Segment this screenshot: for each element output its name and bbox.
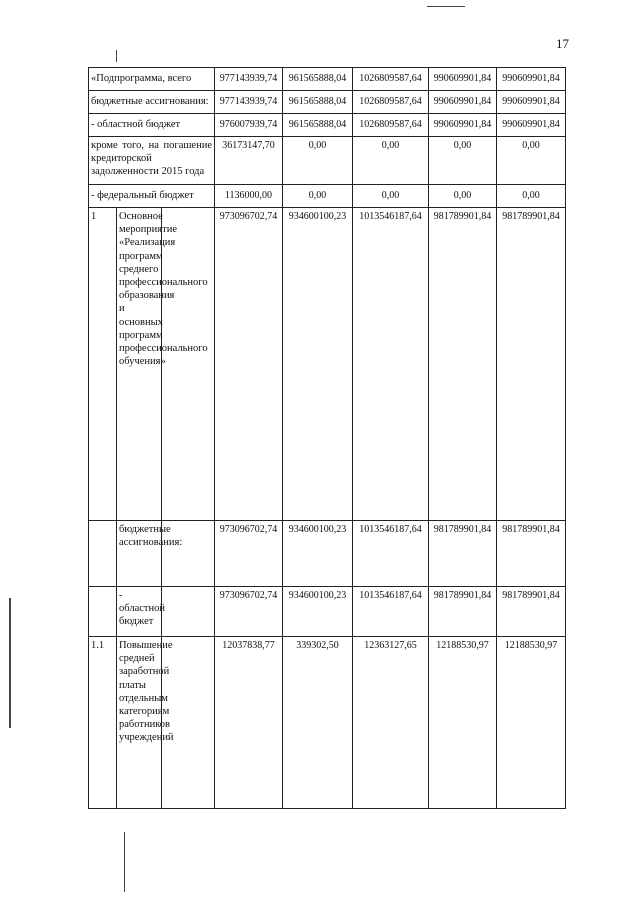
scan-mark-upper-left	[116, 50, 117, 62]
value-cell: 1026809587,64	[353, 68, 429, 91]
value-cell: 961565888,04	[283, 114, 353, 137]
scan-mark-bottom	[124, 832, 125, 892]
row-label: кроме того, на погашение кредиторской задолженности 2015 года	[89, 137, 215, 185]
value-cell: 977143939,74	[215, 68, 283, 91]
value-cell: 981789901,84	[497, 587, 566, 637]
row-number	[89, 587, 117, 637]
value-cell: 961565888,04	[283, 91, 353, 114]
table-row	[89, 114, 566, 137]
value-cell: 990609901,84	[429, 68, 497, 91]
table-row	[89, 637, 566, 809]
value-cell: 12363127,65	[353, 637, 429, 809]
value-cell: 12188530,97	[429, 637, 497, 809]
table-row	[89, 68, 566, 91]
value-cell: 1136000,00	[215, 185, 283, 208]
table-row	[89, 587, 566, 637]
scan-mark-left	[9, 598, 11, 728]
value-cell: 990609901,84	[497, 68, 566, 91]
row-label: бюджетные ассигнования:	[89, 91, 215, 114]
value-cell: 973096702,74	[215, 208, 283, 521]
page-number: 17	[556, 36, 569, 51]
value-cell: 36173147,70	[215, 137, 283, 185]
value-cell: 973096702,74	[215, 587, 283, 637]
value-cell: 0,00	[283, 185, 353, 208]
value-cell: 1026809587,64	[353, 114, 429, 137]
row-number: 1	[89, 208, 117, 521]
row-label: Повышение средней заработной платы отдельным категориям работников учреждений	[117, 637, 162, 809]
value-cell: 973096702,74	[215, 521, 283, 587]
row-label: - областной бюджет	[89, 114, 215, 137]
value-cell: 1013546187,64	[353, 587, 429, 637]
row-number: 1.1	[89, 637, 117, 809]
value-cell: 990609901,84	[429, 91, 497, 114]
row-number	[89, 521, 117, 587]
value-cell: 0,00	[353, 137, 429, 185]
row-label: - областной бюджет	[117, 587, 162, 637]
empty-cell	[162, 208, 215, 521]
value-cell: 1013546187,64	[353, 521, 429, 587]
value-cell: 0,00	[429, 137, 497, 185]
table-row	[89, 185, 566, 208]
value-cell: 990609901,84	[497, 114, 566, 137]
value-cell: 976007939,74	[215, 114, 283, 137]
value-cell: 0,00	[429, 185, 497, 208]
value-cell: 0,00	[353, 185, 429, 208]
value-cell: 961565888,04	[283, 68, 353, 91]
value-cell: 981789901,84	[497, 521, 566, 587]
budget-table	[88, 67, 566, 809]
value-cell: 1013546187,64	[353, 208, 429, 521]
value-cell: 934600100,23	[283, 208, 353, 521]
value-cell: 934600100,23	[283, 521, 353, 587]
scan-mark-top	[427, 6, 465, 7]
row-label: бюджетные ассигнования:	[117, 521, 162, 587]
table-row	[89, 137, 566, 185]
value-cell: 981789901,84	[429, 208, 497, 521]
table-row	[89, 208, 566, 521]
value-cell: 981789901,84	[429, 587, 497, 637]
table-row	[89, 521, 566, 587]
table-row	[89, 91, 566, 114]
row-label: Основное мероприятие «Реализация программ среднего профессионального образования и основных программ профессионального обучения»	[117, 208, 162, 521]
value-cell: 339302,50	[283, 637, 353, 809]
value-cell: 990609901,84	[497, 91, 566, 114]
value-cell: 981789901,84	[429, 521, 497, 587]
empty-cell	[162, 587, 215, 637]
value-cell: 12037838,77	[215, 637, 283, 809]
value-cell: 0,00	[497, 185, 566, 208]
value-cell: 977143939,74	[215, 91, 283, 114]
value-cell: 12188530,97	[497, 637, 566, 809]
value-cell: 0,00	[283, 137, 353, 185]
value-cell: 934600100,23	[283, 587, 353, 637]
value-cell: 1026809587,64	[353, 91, 429, 114]
value-cell: 0,00	[497, 137, 566, 185]
row-label: - федеральный бюджет	[89, 185, 215, 208]
value-cell: 981789901,84	[497, 208, 566, 521]
row-label: «Подпрограмма, всего	[89, 68, 215, 91]
value-cell: 990609901,84	[429, 114, 497, 137]
